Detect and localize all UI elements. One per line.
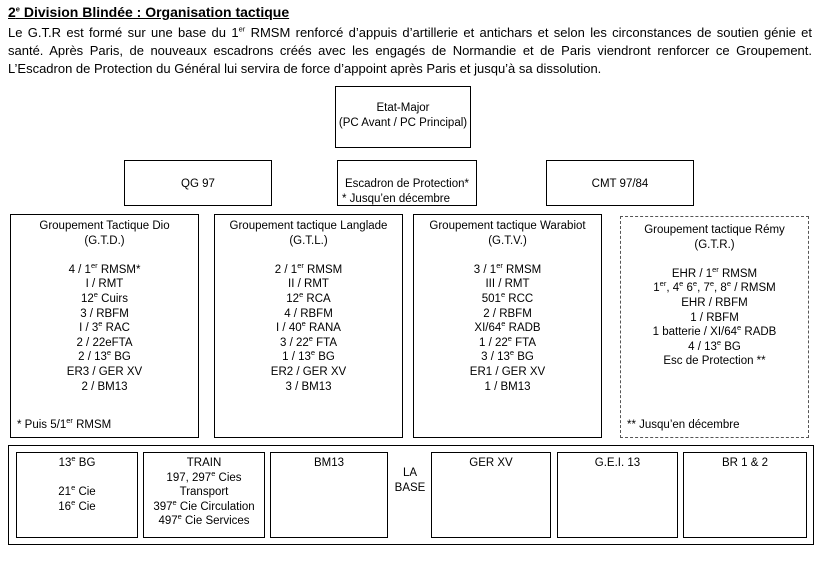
escadron-note: * Jusqu’en décembre [342, 192, 451, 205]
base-unit-line: GER XV [469, 457, 513, 469]
base-unit-line: BM13 [313, 457, 345, 469]
cmt-label: CMT 97/84 [591, 178, 649, 190]
groupement-langlade [214, 214, 403, 438]
groupement-unit: 2 / 1er RMSM [274, 260, 343, 276]
groupement-unit: 1 / BM13 [484, 380, 531, 393]
groupement-unit: 3 / 22e FTA [279, 333, 337, 349]
qg-box [124, 160, 272, 206]
groupement-unit: EHR / 1er RMSM [671, 264, 758, 280]
base-unit-line: 21e Cie [58, 483, 96, 499]
escadron-box [337, 160, 477, 206]
base-unit-gei-13 [557, 452, 678, 538]
groupement-code: (G.T.R.) [694, 238, 735, 251]
groupement-unit: 2 / 13e BG [78, 348, 131, 364]
groupement-warabiot [413, 214, 602, 438]
groupement-code: (G.T.D.) [84, 234, 125, 247]
base-unit-ger-xv [431, 452, 551, 538]
groupement-unit: Esc de Protection ** [663, 355, 766, 368]
qg-label: QG 97 [181, 178, 215, 190]
groupement-remy [620, 216, 809, 438]
groupement-unit: EHR / RBFM [681, 296, 748, 309]
groupement-unit: XI/64e RADB [474, 319, 541, 335]
base-unit-line: Transport [179, 486, 229, 499]
la-base-line2: BASE [394, 482, 426, 494]
groupement-unit: 4 / 1er RMSM* [68, 260, 141, 276]
base-unit-line: 197, 297e Cies [166, 468, 242, 484]
base-unit-line: 13e BG [58, 454, 96, 469]
base-unit-train [143, 452, 265, 538]
etat-major-sublabel: (PC Avant / PC Principal) [338, 116, 468, 129]
base-unit-line: 497e Cie Services [158, 512, 250, 528]
groupement-unit: 3 / RBFM [80, 307, 129, 320]
groupement-code: (G.T.L.) [289, 234, 328, 247]
groupement-footnote: * Puis 5/1er RMSM [17, 416, 112, 431]
groupement-unit: I / RMT [85, 278, 124, 291]
groupement-title: Groupement Tactique Dio [39, 220, 170, 232]
groupement-unit: I / 40e RANA [276, 319, 341, 335]
groupement-unit: 4 / 13e BG [688, 337, 741, 353]
groupement-unit: 3 / BM13 [285, 380, 332, 393]
etat-major-box [335, 86, 471, 148]
groupement-code: (G.T.V.) [488, 234, 527, 247]
groupement-unit: ER1 / GER XV [469, 365, 546, 378]
groupement-title: Groupement tactique Warabiot [429, 220, 586, 232]
page-title: 2e Division Blindée : Organisation tactique [8, 4, 290, 20]
groupement-dio [10, 214, 199, 438]
groupement-unit: 3 / 13e BG [481, 348, 534, 364]
base-unit-line: 16e Cie [58, 497, 96, 513]
groupement-spacer [414, 248, 601, 263]
cmt-box [546, 160, 694, 206]
etat-major-label: Etat-Major [376, 102, 430, 114]
groupement-unit: 501e RCC [481, 290, 534, 305]
base-unit-line: G.E.I. 13 [594, 457, 641, 469]
groupement-unit: 1 batterie / XI/64e RADB [652, 323, 777, 339]
groupement-spacer [11, 248, 198, 263]
la-base-label [392, 466, 428, 496]
base-unit-13e-bg [16, 452, 138, 538]
groupement-unit: 2 / RBFM [483, 307, 532, 320]
groupement-unit: 2 / 22eFTA [76, 336, 133, 349]
groupement-unit: 12e RCA [286, 290, 331, 305]
groupement-unit: III / RMT [485, 278, 530, 291]
groupement-unit: 1 / 13e BG [282, 348, 335, 364]
groupement-footnote: ** Jusqu’en décembre [627, 419, 740, 431]
groupement-unit: 12e Cuirs [81, 290, 128, 305]
groupement-unit: 3 / 1er RMSM [473, 260, 542, 276]
base-unit-line: 397e Cie Circulation [153, 497, 255, 513]
base-unit-bm13 [270, 452, 388, 538]
base-unit-line: BR 1 & 2 [721, 457, 769, 469]
base-unit-br-1-2 [683, 452, 807, 538]
base-unit-line [17, 471, 137, 486]
groupement-unit: I / 3e RAC [79, 319, 130, 335]
intro-paragraph: Le G.T.R est formé sur une base du 1er RMSM renforcé d’appuis d’artillerie et antichars et selon les circonstances de soutien génie et santé. Après Paris, de nouveaux escadrons créés avec les engagés de Normandie et de Paris viendront renforcer ce Groupement. L’Escadron de Protection du Général lui servira de force d’appoint après Paris et jusqu’à sa dissolution. [8, 24, 813, 76]
groupement-unit: II / RMT [288, 278, 329, 291]
groupement-unit: 4 / RBFM [284, 307, 333, 320]
groupement-title: Groupement tactique Rémy [644, 224, 785, 236]
escadron-label: Escadron de Protection* [344, 178, 470, 190]
groupement-spacer [215, 248, 402, 263]
base-unit-line: TRAIN [186, 457, 222, 469]
la-base-line1: LA [402, 467, 418, 479]
groupement-unit: 1 / 22e FTA [478, 333, 536, 349]
groupement-unit: 1 / RBFM [690, 311, 739, 324]
groupement-unit: ER3 / GER XV [66, 365, 143, 378]
groupement-unit: 2 / BM13 [81, 380, 128, 393]
groupement-unit: ER2 / GER XV [270, 365, 347, 378]
groupement-title: Groupement tactique Langlade [229, 220, 388, 232]
groupement-unit: 1er, 4e 6e, 7e, 8e / RMSM [653, 279, 776, 295]
